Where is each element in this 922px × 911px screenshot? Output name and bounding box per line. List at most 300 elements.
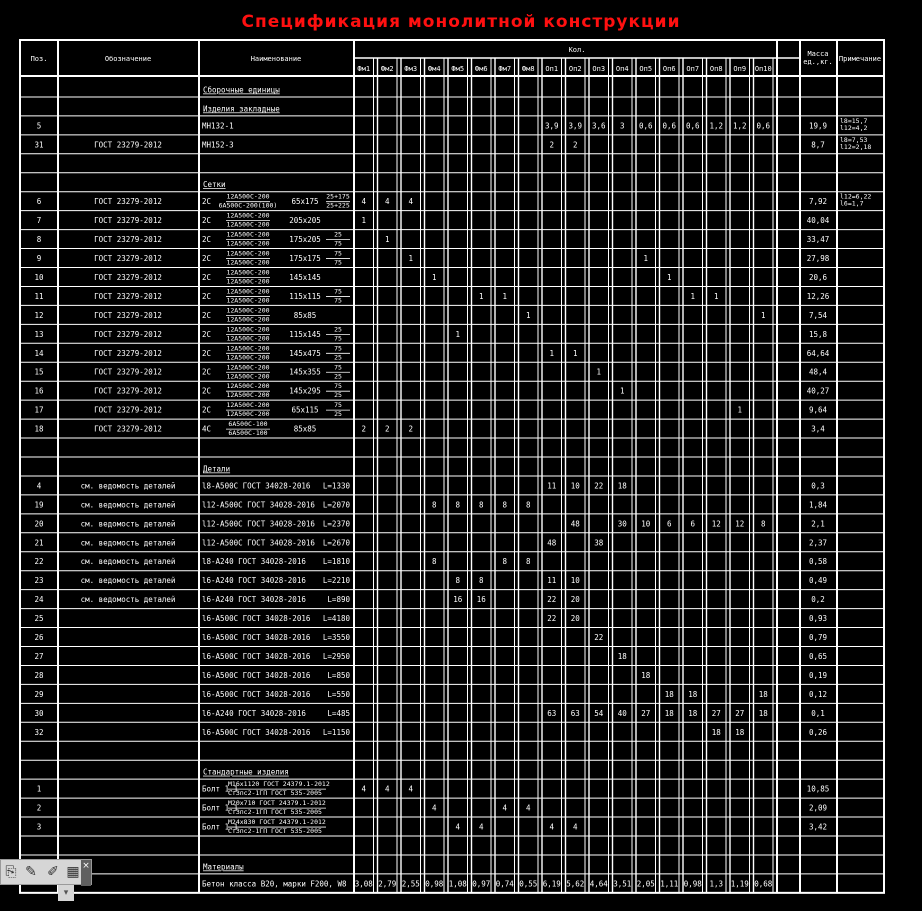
qty-cell: 1	[478, 291, 484, 301]
qty-cell: 8	[431, 500, 437, 510]
row-length: L=485	[327, 708, 350, 718]
qty-cell: 8	[455, 500, 461, 510]
qty-cell: 1	[361, 216, 367, 226]
row-name: 2С	[202, 405, 212, 415]
row-r-top: 25	[334, 325, 342, 334]
qty-cell: 20	[570, 595, 580, 605]
row-frac-top: 12А500С-200	[226, 287, 270, 296]
qty-cell: 12	[735, 519, 745, 529]
header-mass: Масса	[807, 50, 829, 58]
qty-cell: 3,6	[591, 121, 606, 131]
row-frac-bottom: 12А500С-200	[226, 239, 270, 248]
qty-cell: 16	[476, 595, 486, 605]
table-frame	[20, 40, 884, 893]
row-frac-bottom: 12А500С-200	[226, 410, 270, 419]
row-mass: 9,64	[808, 405, 828, 415]
row-frac-bottom: 12А500С-200	[226, 220, 270, 229]
row-designation: ГОСТ 23279-2012	[94, 329, 162, 339]
edit-icon[interactable]: ✎	[25, 864, 37, 880]
qty-cell: 8	[455, 576, 461, 586]
row-designation: ГОСТ 23279-2012	[94, 235, 162, 245]
row-pos: 7	[36, 216, 42, 226]
qty-cell: 1	[619, 386, 625, 396]
qty-cell: 4	[384, 784, 390, 794]
qty-cell: 4	[408, 197, 414, 207]
qty-cell: 0,6	[685, 121, 700, 131]
row-note-2: l12=2,18	[840, 142, 872, 151]
row-bolt-top: М16х1120 ГОСТ 24379.1-2012	[228, 780, 330, 789]
qty-cell: 4	[361, 197, 367, 207]
row-length: L=2070	[322, 500, 350, 510]
row-r-top: 75	[334, 401, 342, 410]
header-qty-column: Оп5	[639, 65, 653, 73]
row-mass: 0,3	[811, 481, 825, 491]
row-designation: ГОСТ 23279-2012	[94, 272, 162, 282]
row-name: l6-А500С ГОСТ 34028-2016	[202, 727, 311, 737]
qty-cell: 11	[547, 481, 557, 491]
row-name: l6-А500С ГОСТ 34028-2016	[202, 670, 311, 680]
row-name: Болт 1.1	[202, 784, 239, 794]
row-frac-top: 12А500С-200	[226, 382, 270, 391]
row-mass: 3,42	[808, 822, 828, 832]
qty-cell: 16	[453, 595, 463, 605]
row-name: 2С	[202, 216, 212, 226]
header-qty-column: Оп9	[733, 65, 747, 73]
qty-cell: 4	[525, 803, 531, 813]
qty-cell: 3,51	[613, 879, 632, 889]
floating-toolbar[interactable]	[0, 859, 92, 903]
row-mass: 15,8	[808, 329, 828, 339]
row-mass: 7,54	[808, 310, 828, 320]
header-qty-column: Фм7	[498, 65, 512, 73]
qty-cell: 1	[596, 367, 602, 377]
row-name: 2С	[202, 254, 212, 264]
row-frac-top: 12А500С-200	[226, 344, 270, 353]
row-frac-top: 12А500С-200	[226, 211, 270, 220]
row-pos: 30	[34, 708, 44, 718]
qty-cell: 27	[735, 708, 745, 718]
qty-cell: 1	[760, 310, 766, 320]
row-pos: 21	[34, 538, 44, 548]
qty-cell: 8	[760, 519, 766, 529]
row-mass: 10,85	[806, 784, 830, 794]
row-frac-top: 12А500С-200	[226, 306, 270, 315]
row-dims: 145х145	[289, 272, 321, 282]
qty-cell: 1	[643, 254, 649, 264]
row-mass: 2,37	[808, 538, 828, 548]
row-mass: 0,65	[808, 651, 828, 661]
header-designation: Обозначение	[104, 55, 152, 63]
row-designation: см. ведомость деталей	[80, 595, 176, 605]
row-mass: 33,47	[806, 235, 830, 245]
row-designation: ГОСТ 23279-2012	[94, 254, 162, 264]
qty-cell: 0,74	[495, 879, 514, 889]
row-r-top: 75	[334, 287, 342, 296]
row-mass: 0,26	[808, 727, 828, 737]
row-bolt-bottom: Ст3пс2-1ГП ГОСТ 535-2005	[228, 808, 322, 817]
row-designation: ГОСТ 23279-2012	[94, 386, 162, 396]
row-r-top: 25	[334, 230, 342, 239]
section-title: Изделия закладные	[203, 104, 280, 114]
row-length: L=4180	[322, 614, 350, 624]
row-designation: ГОСТ 23279-2012	[94, 367, 162, 377]
qty-cell: 10	[570, 576, 580, 586]
row-mass: 0,12	[808, 689, 828, 699]
qty-cell: 2	[384, 424, 390, 434]
row-dims: 175х205	[289, 235, 321, 245]
qty-cell: 0,6	[638, 121, 653, 131]
row-name: l6-А240 ГОСТ 34028-2016	[202, 576, 306, 586]
grid-icon[interactable]: ▦	[66, 864, 80, 880]
chevron-down-icon[interactable]: ▾	[58, 885, 74, 901]
header-qty-column: Оп4	[615, 65, 629, 73]
header-qty-column: Фм5	[451, 65, 465, 73]
row-note: l8=7,53	[840, 135, 868, 144]
row-dims: 205х205	[289, 216, 321, 226]
qty-cell: 4	[384, 197, 390, 207]
row-frac-bottom: 12А500С-200	[226, 315, 270, 324]
row-r-bottom: 75	[334, 296, 342, 305]
row-pos: 17	[34, 405, 44, 415]
qty-cell: 18	[664, 689, 674, 699]
row-name: l6-А500С ГОСТ 34028-2016	[202, 633, 311, 643]
row-designation: см. ведомость деталей	[80, 500, 176, 510]
row-dims: 145х475	[289, 348, 321, 358]
qty-cell: 1,3	[709, 879, 724, 889]
row-pos: 6	[36, 197, 42, 207]
qty-cell: 22	[594, 481, 604, 491]
header-pos: Поз.	[30, 55, 48, 63]
qty-cell: 1	[737, 405, 743, 415]
row-frac-bottom: 12А500С-200	[226, 258, 270, 267]
row-note-2: l6=1,7	[840, 199, 864, 208]
qty-cell: 4	[361, 784, 367, 794]
qty-cell: 10	[570, 481, 580, 491]
header-qty-column: Оп6	[662, 65, 676, 73]
row-note: l12=6,22	[840, 192, 872, 201]
row-dims: 85х85	[293, 424, 317, 434]
qty-cell: 18	[664, 708, 674, 718]
row-r-bottom: 25	[334, 391, 342, 400]
row-pos: 9	[36, 254, 42, 264]
qty-cell: 4	[502, 803, 508, 813]
qty-cell: 22	[547, 614, 557, 624]
qty-cell: 8	[525, 500, 531, 510]
qty-cell: 18	[688, 689, 698, 699]
row-mass: 2,1	[811, 519, 825, 529]
pencil-icon[interactable]: ✐	[47, 864, 59, 880]
qty-cell: 54	[594, 708, 604, 718]
row-name: l6-А500С ГОСТ 34028-2016	[202, 614, 311, 624]
row-mass: 19,9	[808, 121, 828, 131]
qty-cell: 0,68	[754, 879, 773, 889]
row-mass: 0,58	[808, 557, 828, 567]
row-mass: 3,4	[811, 424, 825, 434]
row-mass: 64,64	[806, 348, 830, 358]
row-length: L=1810	[322, 557, 350, 567]
row-name: l12-А500С ГОСТ 34028-2016	[202, 500, 315, 510]
qty-cell: 1	[572, 348, 578, 358]
row-frac-top: 6А500С-100	[228, 420, 268, 429]
qty-cell: 2	[572, 140, 578, 150]
row-r-bottom: 25+225	[326, 201, 350, 210]
row-name: l12-А500С ГОСТ 34028-2016	[202, 538, 315, 548]
qty-cell: 18	[617, 651, 627, 661]
row-r-top: 25+175	[326, 192, 350, 201]
row-pos: 3	[36, 822, 42, 832]
row-dims: 145х295	[289, 386, 321, 396]
qty-cell: 1	[455, 329, 461, 339]
row-designation: ГОСТ 23279-2012	[94, 348, 162, 358]
qty-cell: 1	[713, 291, 719, 301]
qty-cell: 27	[641, 708, 651, 718]
row-mass: 0,49	[808, 576, 828, 586]
row-dims: 85х85	[293, 310, 317, 320]
section-title: Детали	[203, 464, 231, 474]
row-designation: ГОСТ 23279-2012	[94, 405, 162, 415]
row-name: l8-А500С ГОСТ 34028-2016	[202, 481, 311, 491]
row-pos: 27	[34, 651, 44, 661]
row-pos: 5	[36, 121, 42, 131]
qty-cell: 10	[641, 519, 651, 529]
qty-cell: 4	[478, 822, 484, 832]
row-pos: 1	[36, 784, 42, 794]
qty-cell: 1	[431, 272, 437, 282]
row-length: L=850	[327, 670, 350, 680]
layer-icon[interactable]: ⎘	[5, 864, 17, 880]
qty-cell: 22	[547, 595, 557, 605]
row-pos: 19	[34, 500, 44, 510]
row-designation: ГОСТ 23279-2012	[94, 197, 162, 207]
qty-cell: 1	[666, 272, 672, 282]
section-title: Сетки	[203, 180, 226, 190]
header-qty-column: Фм1	[357, 65, 371, 73]
row-pos: 24	[34, 595, 44, 605]
qty-cell: 22	[594, 633, 604, 643]
qty-cell: 6,19	[542, 879, 561, 889]
page-title: Спецификация монолитной конструкции	[241, 12, 681, 32]
close-icon[interactable]: ×	[81, 860, 91, 886]
row-pos: 11	[34, 291, 44, 301]
qty-cell: 0,98	[683, 879, 702, 889]
row-frac-bottom: 12А500С-200	[226, 353, 270, 362]
qty-cell: 1	[408, 254, 414, 264]
row-note: l8=15,7	[840, 116, 868, 125]
row-mass: 0,2	[811, 595, 825, 605]
row-length: L=3550	[322, 633, 350, 643]
section-title: Стандартные изделия	[203, 767, 289, 777]
row-mass: 1,84	[808, 500, 828, 510]
qty-cell: 0,98	[425, 879, 444, 889]
row-frac-top: 12А500С-200	[226, 401, 270, 410]
row-pos: 10	[34, 272, 44, 282]
row-mass: 0,1	[811, 708, 825, 718]
qty-cell: 2,55	[401, 879, 420, 889]
qty-cell: 5,62	[566, 879, 585, 889]
qty-cell: 4	[431, 803, 437, 813]
row-mass: 20,6	[808, 272, 828, 282]
row-frac-bottom: 12А500С-200	[226, 277, 270, 286]
row-name: l6-А500С ГОСТ 34028-2016	[202, 651, 311, 661]
qty-cell: 3,9	[544, 121, 559, 131]
qty-cell: 4	[408, 784, 414, 794]
row-designation: ГОСТ 23279-2012	[94, 216, 162, 226]
qty-cell: 20	[570, 614, 580, 624]
qty-cell: 1	[549, 348, 555, 358]
row-bolt-bottom: Ст3пс2-1ГП ГОСТ 535-2005	[228, 827, 322, 836]
row-name: МН132-1	[202, 121, 234, 131]
qty-cell: 1	[502, 291, 508, 301]
qty-cell: 4	[549, 822, 555, 832]
qty-cell: 2	[549, 140, 555, 150]
row-frac-bottom: 12А500С-200	[226, 372, 270, 381]
row-name: 2С	[202, 310, 212, 320]
section-title: Сборочные единицы	[203, 85, 280, 95]
qty-cell: 4	[572, 822, 578, 832]
qty-cell: 1,2	[709, 121, 724, 131]
row-pos: 18	[34, 424, 44, 434]
qty-cell: 8	[502, 500, 508, 510]
row-pos: 8	[36, 235, 42, 245]
qty-cell: 18	[758, 689, 768, 699]
row-name: 2С	[202, 291, 212, 301]
row-designation: см. ведомость деталей	[80, 519, 176, 529]
header-qty-column: Оп2	[568, 65, 582, 73]
row-pos: 25	[34, 614, 44, 624]
qty-cell: 4	[455, 822, 461, 832]
row-pos: 14	[34, 348, 44, 358]
row-dims: 175х175	[289, 254, 321, 264]
qty-cell: 0,55	[519, 879, 538, 889]
row-frac-top: 12А500С-200	[226, 192, 270, 201]
row-name: l8-А240 ГОСТ 34028-2016	[202, 557, 306, 567]
qty-cell: 1,2	[732, 121, 747, 131]
row-name: 4С	[202, 424, 212, 434]
qty-cell: 30	[617, 519, 627, 529]
row-pos: 23	[34, 576, 44, 586]
row-bolt-bottom: Ст3пс2-1ГП ГОСТ 535-2005	[228, 789, 322, 798]
row-length: L=2670	[322, 538, 350, 548]
qty-cell: 27	[711, 708, 721, 718]
row-designation: см. ведомость деталей	[80, 576, 176, 586]
header-note: Примечание	[838, 55, 882, 63]
row-name: Болт 1.1	[202, 803, 239, 813]
row-pos: 13	[34, 329, 44, 339]
row-dims: 115х115	[289, 291, 321, 301]
row-designation: ГОСТ 23279-2012	[94, 424, 162, 434]
row-dims: 145х355	[289, 367, 321, 377]
qty-cell: 63	[547, 708, 557, 718]
row-pos: 26	[34, 633, 44, 643]
header-qty-column: Фм4	[427, 65, 441, 73]
qty-cell: 2,05	[636, 879, 655, 889]
qty-cell: 18	[758, 708, 768, 718]
row-mass: 0,19	[808, 670, 828, 680]
row-designation: ГОСТ 23279-2012	[94, 140, 162, 150]
qty-cell: 48	[570, 519, 580, 529]
row-pos: 20	[34, 519, 44, 529]
qty-cell: 1	[690, 291, 696, 301]
qty-cell: 18	[711, 727, 721, 737]
row-r-bottom: 25	[334, 410, 342, 419]
qty-cell: 11	[547, 576, 557, 586]
row-mass: 2,09	[808, 803, 828, 813]
qty-cell: 3,08	[354, 879, 373, 889]
qty-cell: 1	[384, 235, 390, 245]
row-r-top: 75	[334, 382, 342, 391]
qty-cell: 0,97	[472, 879, 491, 889]
row-name: 2С	[202, 329, 212, 339]
row-dims: 65х115	[291, 405, 319, 415]
row-pos: 16	[34, 386, 44, 396]
qty-cell: 38	[594, 538, 604, 548]
row-name: МН152-3	[202, 140, 234, 150]
row-designation: ГОСТ 23279-2012	[94, 291, 162, 301]
row-designation: см. ведомость деталей	[80, 538, 176, 548]
qty-cell: 63	[570, 708, 580, 718]
row-designation: см. ведомость деталей	[80, 481, 176, 491]
row-pos: 4	[36, 481, 42, 491]
row-length: L=550	[327, 689, 350, 699]
row-frac-top: 12А500С-200	[226, 363, 270, 372]
row-pos: 29	[34, 689, 44, 699]
row-pos: 15	[34, 367, 44, 377]
row-pos: 31	[34, 140, 44, 150]
row-r-bottom: 25	[334, 372, 342, 381]
qty-cell: 2	[361, 424, 367, 434]
row-name: 2С	[202, 386, 212, 396]
row-mass: 8,7	[811, 140, 825, 150]
row-length: L=1330	[322, 481, 350, 491]
row-designation: ГОСТ 23279-2012	[94, 310, 162, 320]
row-name: l6-А240 ГОСТ 34028-2016	[202, 708, 306, 718]
row-mass: 40,04	[806, 216, 830, 226]
row-bolt-top: М20х710 ГОСТ 24379.1-2012	[228, 799, 326, 808]
qty-cell: 6	[690, 519, 696, 529]
qty-cell: 8	[478, 576, 484, 586]
qty-cell: 12	[711, 519, 721, 529]
qty-cell: 48	[547, 538, 557, 548]
row-length: L=1150	[322, 727, 350, 737]
row-bolt-top: М24х830 ГОСТ 24379.1-2012	[228, 818, 326, 827]
header-qty-column: Фм2	[380, 65, 394, 73]
row-name: Бетон класса В20, марки F200, W8	[202, 879, 347, 889]
row-r-bottom: 75	[334, 239, 342, 248]
row-note-2: l12=4,2	[840, 123, 868, 132]
row-dims: 65х175	[291, 197, 319, 207]
row-length: L=890	[327, 595, 350, 605]
row-frac-top: 12А500С-200	[226, 268, 270, 277]
qty-cell: 8	[431, 557, 437, 567]
row-pos: 12	[34, 310, 44, 320]
row-r-top: 75	[334, 249, 342, 258]
header-qty-column: Оп10	[754, 65, 772, 73]
row-name: 2С	[202, 367, 212, 377]
header-qty-column: Оп3	[592, 65, 606, 73]
row-name: Болт 1.1	[202, 822, 239, 832]
header-name: Наименование	[250, 55, 302, 63]
row-frac-top: 12А500С-200	[226, 230, 270, 239]
qty-cell: 8	[502, 557, 508, 567]
row-name: l6-А240 ГОСТ 34028-2016	[202, 595, 306, 605]
header-qty-column: Оп1	[545, 65, 559, 73]
row-pos: 28	[34, 670, 44, 680]
qty-cell: 2	[408, 424, 414, 434]
qty-cell: 18	[641, 670, 651, 680]
qty-cell: 1,11	[660, 879, 679, 889]
qty-cell: 1,19	[730, 879, 749, 889]
row-r-top: 75	[334, 344, 342, 353]
